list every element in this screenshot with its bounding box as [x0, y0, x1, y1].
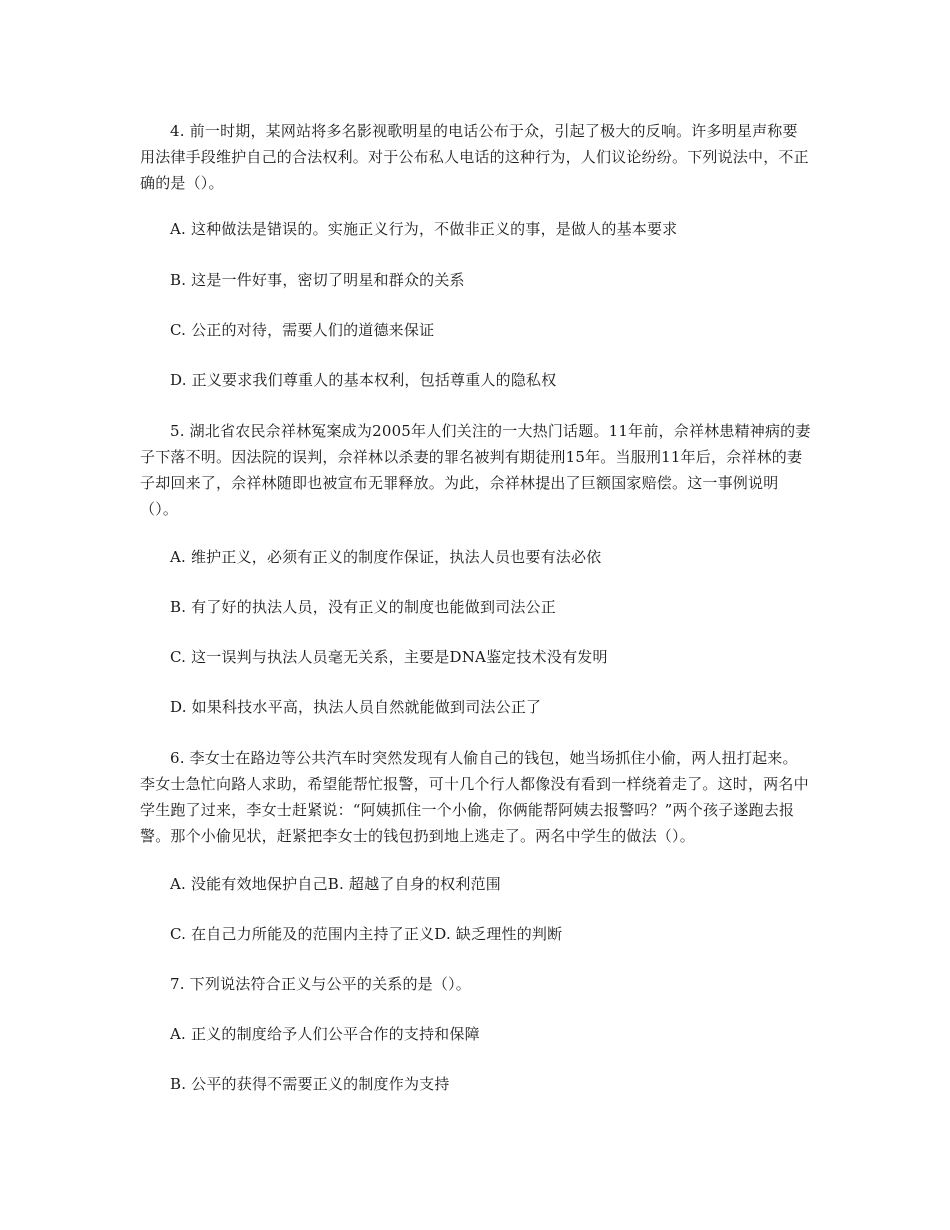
question-4-option-d: D. 正义要求我们尊重人的基本权利，包括尊重人的隐私权 — [170, 371, 557, 389]
question-5-stem: 5. 湖北省农民佘祥林冤案成为2005年人们关注的一大热门话题。11年前，佘祥林患精神病的妻子下落不明。因法院的误判，佘祥林以杀妻的罪名被判有期徒刑15年。当服刑11年后，佘祥林的妻子却回来了，佘祥林随即也被宣布无罪释放。为此，佘祥林提出了巨额国家赔偿。这一事例说明（）。 — [140, 422, 811, 518]
question-7-option-b: B. 公平的获得不需要正义的制度作为支持 — [170, 1075, 450, 1093]
question-5-option-c: C. 这一误判与执法人员毫无关系，主要是DNA鉴定技术没有发明 — [170, 648, 608, 666]
question-7-stem: 7. 下列说法符合正义与公平的关系的是（）。 — [170, 975, 471, 993]
question-6-options-ab: A. 没能有效地保护自己B. 超越了自身的权利范围 — [170, 875, 501, 893]
question-6-stem: 6. 李女士在路边等公共汽车时突然发现有人偷自己的钱包，她当场抓住小偷，两人扭打起来。李女士急忙向路人求助，希望能帮忙报警，可十几个行人都像没有看到一样绕着走了。这时，两名中学生跑了过来，李女士赶紧说：“阿姨抓住一个小偷，你俩能帮阿姨去报警吗？”两个孩子遂跑去报警。那个小偷见状，赶紧把李女士的钱包扔到地上逃走了。两名中学生的做法（）。 — [140, 749, 809, 845]
question-4-option-c: C. 公正的对待，需要人们的道德来保证 — [170, 321, 435, 339]
question-4-option-b: B. 这是一件好事，密切了明星和群众的关系 — [170, 271, 465, 289]
question-5-option-a: A. 维护正义，必须有正义的制度作保证，执法人员也要有法必依 — [170, 548, 602, 566]
question-6-options-cd: C. 在自己力所能及的范围内主持了正义D. 缺乏理性的判断 — [170, 925, 563, 943]
question-7-option-a: A. 正义的制度给予人们公平合作的支持和保障 — [170, 1025, 480, 1043]
question-5-option-b: B. 有了好的执法人员，没有正义的制度也能做到司法公正 — [170, 598, 556, 616]
question-4-stem: 4. 前一时期，某网站将多名影视歌明星的电话公布于众，引起了极大的反响。许多明星声称要用法律手段维护自己的合法权利。对于公布私人电话的这种行为，人们议论纷纷。下列说法中，不正确的是（）。 — [140, 122, 809, 192]
question-4-option-a: A. 这种做法是错误的。实施正义行为，不做非正义的事，是做人的基本要求 — [170, 220, 678, 238]
question-5-option-d: D. 如果科技水平高，执法人员自然就能做到司法公正了 — [170, 698, 542, 716]
